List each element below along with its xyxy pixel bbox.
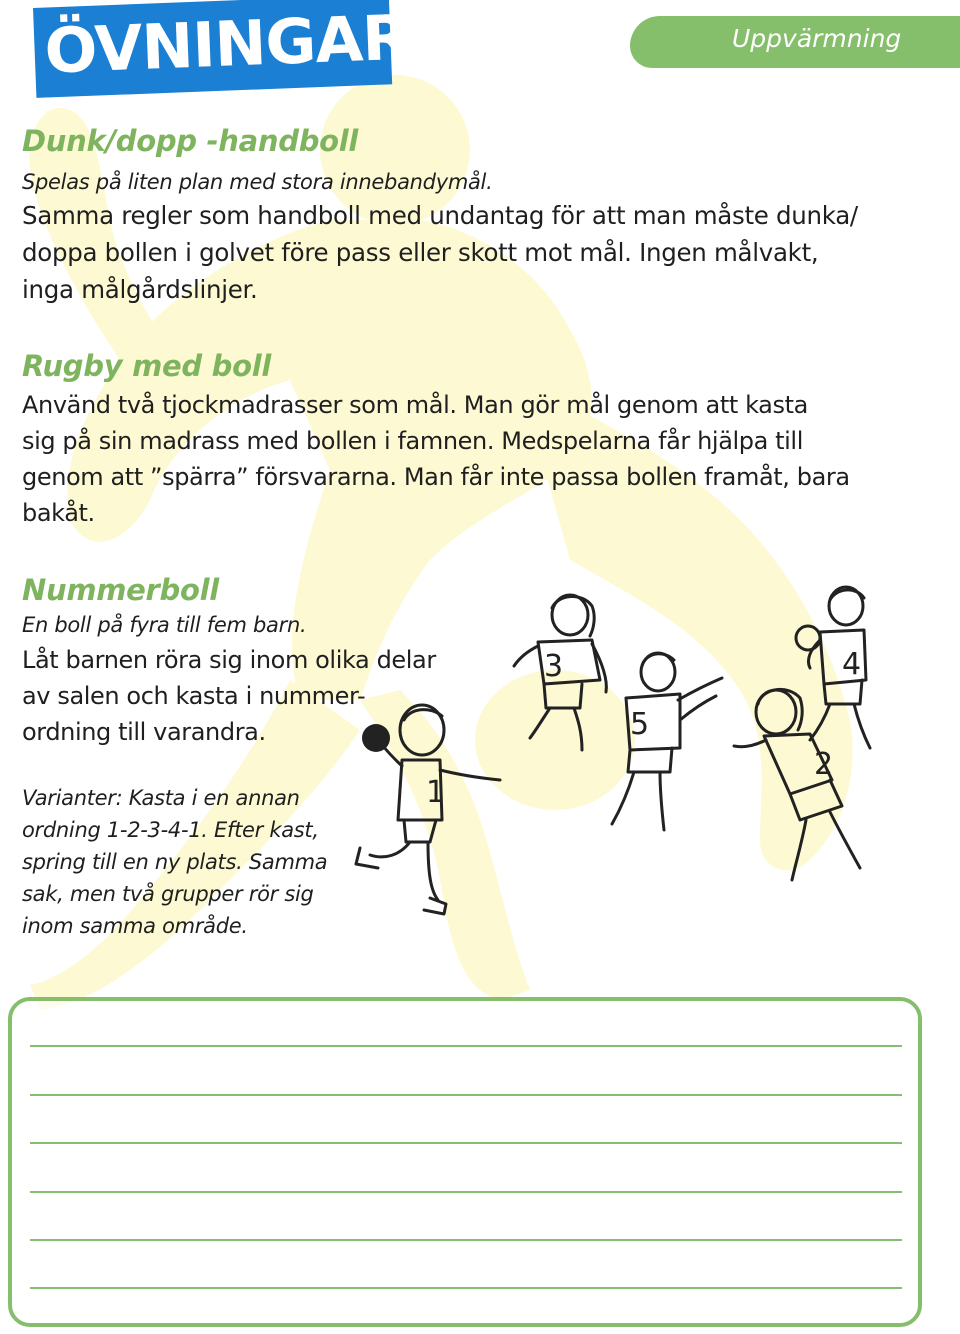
page-title: ÖVNINGAR	[43, 0, 411, 88]
writing-line[interactable]	[30, 1287, 902, 1289]
writing-line[interactable]	[30, 1094, 902, 1096]
writing-line[interactable]	[30, 1142, 902, 1144]
category-tab	[630, 16, 960, 68]
section-text-line: Samma regler som handboll med undantag för att man måste dunka/	[22, 201, 858, 230]
section-heading-nummer: Nummerboll	[22, 573, 219, 607]
writing-line[interactable]	[30, 1191, 902, 1193]
section-text-line: inga målgårdslinjer.	[22, 275, 258, 304]
jersey-number: 5	[630, 707, 650, 742]
jersey-number: 1	[426, 775, 446, 810]
jersey-number: 2	[814, 747, 834, 782]
notes-box	[8, 997, 922, 1327]
section-text-line: Använd två tjockmadrasser som mål. Man gör mål genom att kasta	[22, 391, 808, 419]
section-text-line: Låt barnen röra sig inom olika delar	[22, 646, 436, 674]
children-playing-illustration	[330, 580, 890, 940]
section-text-line: sig på sin madrass med bollen i famnen. Medspelarna får hjälpa till	[22, 427, 803, 455]
jersey-number: 3	[544, 649, 564, 684]
variant-text-line: inom samma område.	[22, 914, 248, 938]
section-text-line: bakåt.	[22, 499, 95, 527]
variant-text-line: spring till en ny plats. Samma	[22, 850, 328, 874]
child-figure-5	[612, 653, 722, 830]
section-text-line: genom att ”spärra” försvararna. Man får inte passa bollen framåt, bara	[22, 463, 850, 491]
variant-text-line: ordning 1-2-3-4-1. Efter kast,	[22, 818, 319, 842]
variant-text-line: Varianter: Kasta i en annan	[22, 786, 300, 810]
section-heading-rugby: Rugby med boll	[22, 349, 272, 383]
section-text-line: ordning till varandra.	[22, 718, 266, 746]
writing-line[interactable]	[30, 1045, 902, 1047]
section-subtitle-dunk: Spelas på liten plan med stora innebandymål.	[22, 170, 493, 194]
section-heading-dunk: Dunk/dopp -handboll	[22, 124, 359, 158]
title-banner	[33, 0, 411, 98]
section-text-line: av salen och kasta i nummer-	[22, 682, 366, 710]
jersey-number: 4	[842, 647, 862, 682]
variant-text-line: sak, men två grupper rör sig	[22, 882, 314, 906]
section-text-line: doppa bollen i golvet före pass eller skott mot mål. Ingen målvakt,	[22, 238, 819, 267]
category-label: Uppvärmning	[732, 24, 902, 53]
writing-line[interactable]	[30, 1239, 902, 1241]
section-subtitle-nummer: En boll på fyra till fem barn.	[22, 613, 307, 637]
child-figure-2	[734, 689, 860, 880]
